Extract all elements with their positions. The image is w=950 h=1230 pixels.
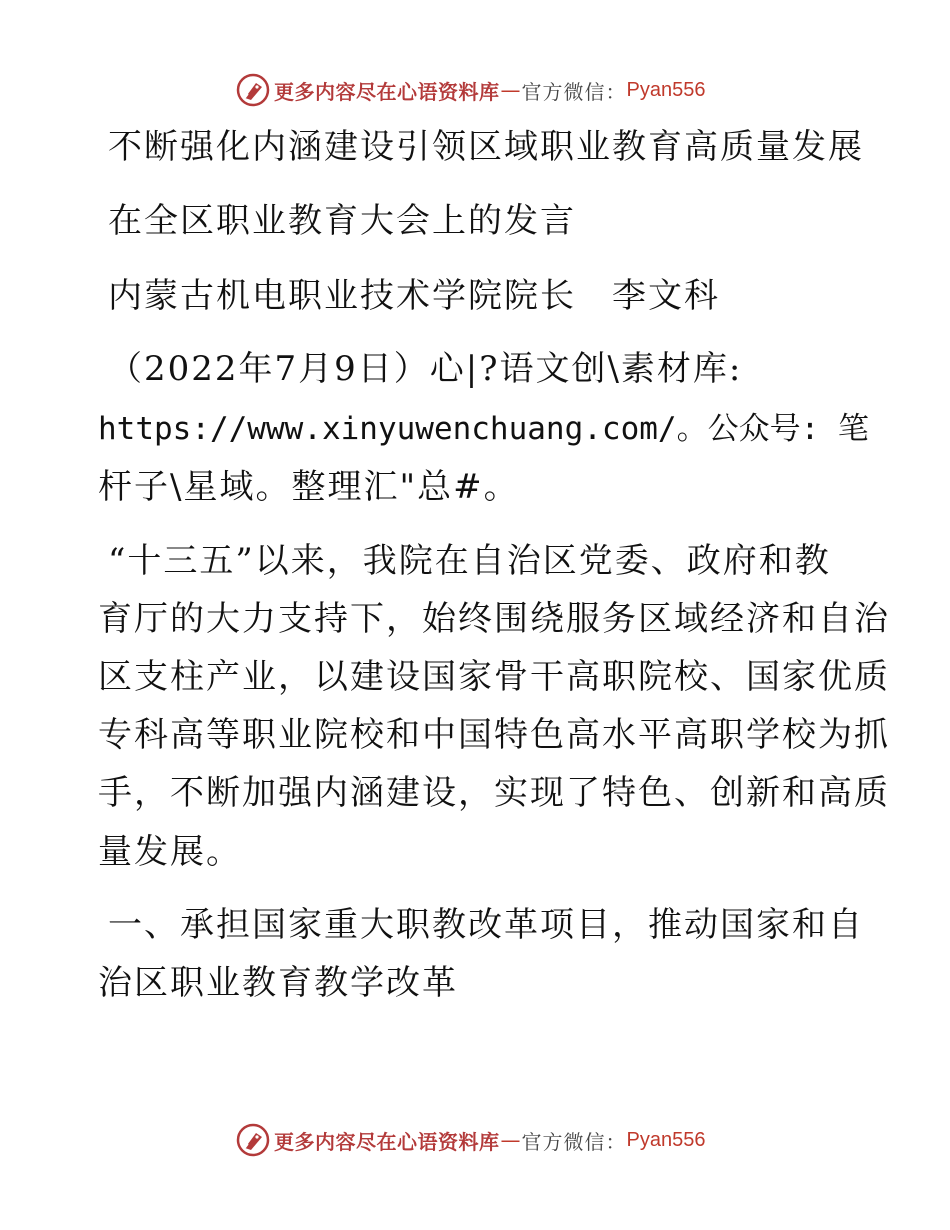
header-watermark (236, 72, 705, 108)
footer-watermark (236, 1122, 705, 1158)
section-heading-line: 治区职业教育教学改革 (98, 963, 458, 1003)
watermark-dash: — (500, 1128, 521, 1152)
section-heading-line: 一、承担国家重大职教改革项目，推动国家和自 (108, 905, 864, 945)
watermark-wechat-label: 官方微信： (521, 1129, 627, 1154)
paragraph-line: 量发展。 (98, 832, 242, 872)
source-line: 杆子\星域。整理汇"总#。 (98, 467, 520, 507)
url-line: https://www.xinyuwenchuang.com/。公众号: 笔 (98, 411, 869, 447)
watermark-main-text: 更多内容尽在心语资料库 (274, 1129, 500, 1154)
watermark-wechat-label: 官方微信： (521, 79, 627, 104)
paragraph-line: “十三五”以来，我院在自治区党委、政府和教 (108, 541, 831, 581)
watermark-dash: — (500, 78, 521, 102)
date-line: （2022年7月9日）心|?语文创\素材库: (108, 349, 743, 389)
document-title: 不断强化内涵建设引领区域职业教育高质量发展 (108, 127, 864, 167)
paragraph-line: 区支柱产业，以建设国家骨干高职院校、国家优质 (98, 657, 890, 697)
pen-nib-logo-icon (236, 73, 270, 107)
pen-nib-logo-icon (236, 1123, 270, 1157)
watermark-wechat-id: Pyan556 (626, 78, 706, 101)
watermark-main-text: 更多内容尽在心语资料库 (274, 79, 500, 104)
watermark-wechat-id: Pyan556 (626, 1128, 706, 1151)
paragraph-line: 手，不断加强内涵建设，实现了特色、创新和高质 (98, 773, 890, 813)
document-subtitle: 在全区职业教育大会上的发言 (108, 201, 576, 241)
paragraph-line: 专科高等职业院校和中国特色高水平高职学校为抓 (98, 715, 890, 755)
paragraph-line: 育厅的大力支持下，始终围绕服务区域经济和自治 (98, 599, 890, 639)
author-line: 内蒙古机电职业技术学院院长 李文科 (108, 276, 720, 316)
